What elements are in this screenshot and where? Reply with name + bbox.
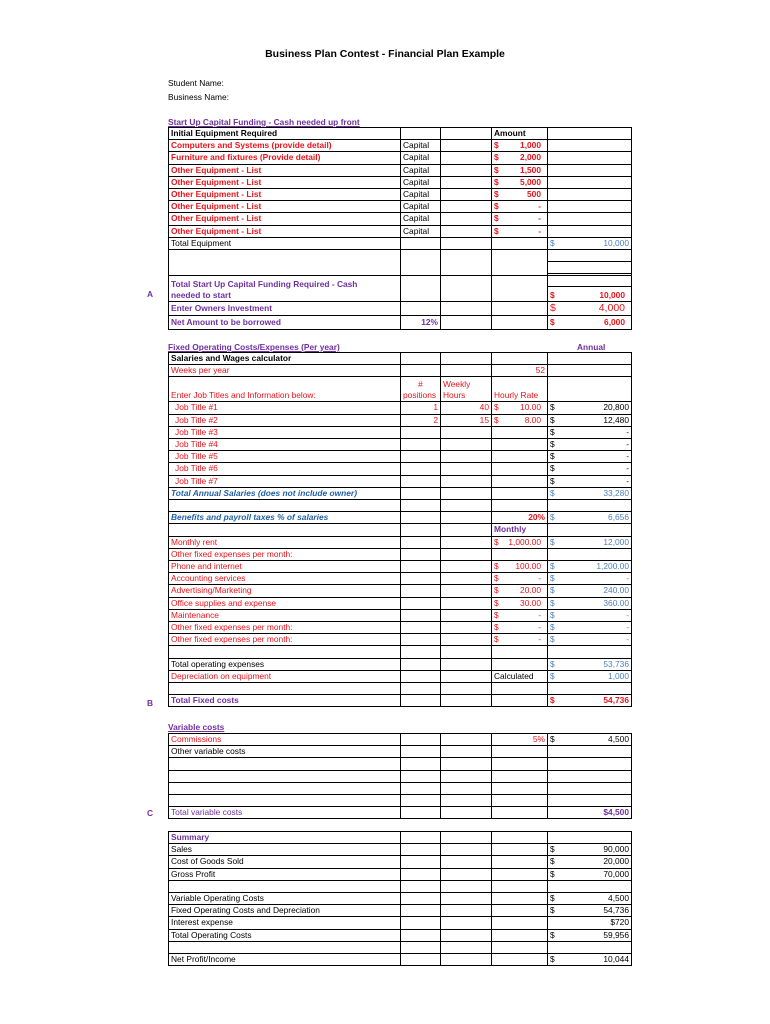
owners-investment-value[interactable]: 4,000 [598,301,625,314]
total-variable-value: $4,500 [548,807,632,819]
expense-annual-dollar: $ [550,634,555,645]
expense-annual [548,609,632,621]
summary-label: Variable Operating Costs [169,893,401,905]
job-row [169,463,632,475]
page-title: Business Plan Contest - Financial Plan Example [265,48,505,60]
equipment-row [169,140,632,152]
equipment-amount-dollar: $ [494,140,499,151]
job-positions[interactable] [401,451,441,463]
job-row [169,414,632,426]
total-variable-label: Total variable costs [169,807,401,819]
job-annual-value: 12,480 [603,414,629,425]
fixed-heading: Fixed Operating Costs/Expenses (Per year) [168,342,340,352]
expense-annual [548,634,632,646]
amount-header: Amount [492,128,548,140]
hours-header-1: Weekly [443,379,471,390]
equipment-amount [492,189,548,201]
equipment-row [169,201,632,213]
expense-label: Other fixed expenses per month: [169,622,401,634]
expense-row [169,634,632,646]
expense-annual [548,536,632,548]
total-fixed-dollar: $ [550,695,555,706]
positions-header-2: positions [403,390,437,401]
expense-row [169,622,632,634]
equipment-label: Computers and Systems (provide detail) [169,140,401,152]
equipment-row [169,189,632,201]
rate-header: Hourly Rate [492,377,548,402]
summary-dollar: $ [550,905,555,916]
expense-monthly-value[interactable]: 30.00 [520,597,541,608]
equipment-type: Capital [401,189,441,201]
job-hours[interactable] [441,463,492,475]
expense-monthly [492,609,548,621]
expense-row [169,561,632,573]
startup-totals-table [168,275,632,330]
job-annual-dollar: $ [550,439,555,450]
summary-value [548,868,632,880]
expense-annual [548,597,632,609]
job-rate [492,402,548,414]
student-name-label: Student Name: [168,78,224,88]
expense-annual [548,561,632,573]
expense-monthly-value[interactable]: - [538,609,541,620]
net-borrowed-value: 6,000 [604,316,625,327]
total-equipment-value: 10,000 [603,237,629,248]
equipment-row [169,152,632,164]
equipment-type: Capital [401,201,441,213]
expense-annual-dollar: $ [550,561,555,572]
job-title[interactable]: Job Title #5 [169,451,401,463]
summary-dollar: $ [550,868,555,879]
job-annual-value: - [626,475,629,486]
equipment-amount-dollar: $ [494,152,499,163]
expense-annual-dollar: $ [550,585,555,596]
expense-monthly [492,573,548,585]
equipment-amount [492,201,548,213]
job-positions[interactable]: 1 [401,402,441,414]
depreciation-calc: Calculated [492,670,548,682]
equipment-label: Other Equipment - List [169,225,401,237]
job-title[interactable]: Job Title #3 [169,426,401,438]
summary-row [169,917,632,929]
net-borrowed-label: Net Amount to be borrowed [169,316,401,330]
equipment-amount-value[interactable]: 1,500 [520,164,541,175]
summary-label: Interest expense [169,917,401,929]
monthly-header: Monthly [492,524,548,536]
expense-monthly-dollar: $ [494,585,499,596]
job-annual [548,439,632,451]
summary-row [169,868,632,880]
variable-heading: Variable costs [168,722,225,732]
job-rate [492,451,548,463]
job-rate-dollar: $ [494,414,499,425]
commissions-pct[interactable]: 5% [492,734,548,746]
expense-label: Other fixed expenses per month: [169,634,401,646]
equipment-amount-dollar: $ [494,176,499,187]
expense-monthly-value[interactable]: 20.00 [520,585,541,596]
job-title[interactable]: Job Title #2 [169,414,401,426]
expense-annual-value: 360.00 [603,597,629,608]
summary-label: Cost of Goods Sold [169,856,401,868]
expense-monthly [492,634,548,646]
equipment-col-header: Initial Equipment Required [169,128,401,140]
job-annual [548,475,632,487]
summary-row [169,893,632,905]
job-title[interactable]: Job Title #1 [169,402,401,414]
equipment-amount-dollar: $ [494,189,499,200]
total-salaries-value: 33,280 [603,487,629,498]
expense-monthly-value[interactable]: 100.00 [515,561,541,572]
expense-row [169,585,632,597]
total-required-value: 10,000 [599,289,625,300]
expense-annual [548,585,632,597]
total-operating-value: 53,736 [603,658,629,669]
summary-amount: 54,736 [603,905,629,916]
summary-dollar: $ [550,856,555,867]
positions-header-1: # [418,379,423,390]
equipment-amount-dollar: $ [494,225,499,236]
summary-amount: 59,956 [603,929,629,940]
job-annual-dollar: $ [550,426,555,437]
expense-label: Phone and internet [169,561,401,573]
expense-label: Maintenance [169,609,401,621]
net-profit-value: 10,044 [603,954,629,964]
expense-monthly-dollar: $ [494,597,499,608]
job-annual-dollar: $ [550,402,555,413]
expense-annual-value: - [626,609,629,620]
equipment-label: Other Equipment - List [169,201,401,213]
expense-annual-value: 240.00 [603,585,629,596]
equipment-amount [492,225,548,237]
job-rate [492,475,548,487]
job-rate [492,439,548,451]
equipment-amount [492,164,548,176]
summary-dollar: $ [550,844,555,855]
expense-annual-value: 1,200.00 [596,561,629,572]
job-rate-dollar: $ [494,402,499,413]
expense-monthly-value[interactable]: - [538,634,541,645]
equipment-amount-dollar: $ [494,201,499,212]
job-rate-value[interactable]: 8.00 [524,414,541,425]
depreciation-dollar: $ [550,670,555,681]
startup-table [168,127,632,287]
summary-value [548,856,632,868]
equipment-amount-value[interactable]: 2,000 [520,152,541,163]
expense-monthly-value[interactable]: - [538,573,541,584]
variable-table [168,733,632,819]
summary-amount: 4,500 [608,893,629,903]
expense-annual-dollar: $ [550,622,555,633]
equipment-type: Capital [401,176,441,188]
total-required-label-2: needed to start [171,290,232,300]
equipment-amount-value[interactable]: - [538,201,541,212]
equipment-row [169,164,632,176]
summary-label: Fixed Operating Costs and Depreciation [169,905,401,917]
job-rate-value[interactable]: 10.00 [520,402,541,413]
job-row [169,439,632,451]
job-hours[interactable]: 15 [441,414,492,426]
equipment-amount-value[interactable]: - [538,213,541,224]
job-rate [492,414,548,426]
owners-investment-label: Enter Owners Investment [169,302,401,316]
summary-label: Total Operating Costs [169,929,401,941]
job-positions[interactable]: 2 [401,414,441,426]
expense-monthly [492,548,548,560]
job-annual-value: - [626,463,629,474]
expense-monthly-value[interactable]: - [538,622,541,633]
job-annual [548,402,632,414]
expense-annual-value: - [626,622,629,633]
hours-header-2: Hours [443,390,466,401]
equipment-label: Other Equipment - List [169,213,401,225]
expense-monthly-dollar: $ [494,573,499,584]
benefits-value: 6,656 [608,512,629,523]
equipment-amount-value[interactable]: 1,000 [520,140,541,151]
job-annual-value: - [626,439,629,450]
summary-value [548,917,632,929]
owners-dollar: $ [550,301,556,314]
depreciation-label: Depreciation on equipment [169,670,401,682]
job-annual [548,463,632,475]
expense-monthly-dollar: $ [494,622,499,633]
job-annual [548,451,632,463]
equipment-amount [492,152,548,164]
total-fixed-label: Total Fixed costs [169,695,401,707]
job-hours[interactable] [441,475,492,487]
fixed-table [168,352,632,707]
job-row [169,402,632,414]
total-operating-dollar: $ [550,658,555,669]
summary-value [548,929,632,941]
job-annual-dollar: $ [550,463,555,474]
expense-label: Monthly rent [169,536,401,548]
job-hours[interactable] [441,439,492,451]
weeks-value[interactable]: 52 [492,365,548,377]
job-annual-dollar: $ [550,451,555,462]
expense-monthly [492,622,548,634]
business-name-label: Business Name: [168,92,229,102]
equipment-type: Capital [401,225,441,237]
equipment-type: Capital [401,140,441,152]
job-positions[interactable] [401,439,441,451]
benefits-label: Benefits and payroll taxes % of salaries [169,512,401,524]
commissions-label: Commissions [169,734,401,746]
job-hours[interactable] [441,426,492,438]
summary-value [548,844,632,856]
summary-value [548,893,632,905]
expense-monthly [492,597,548,609]
expense-annual [548,573,632,585]
marker-b: B [147,698,154,708]
job-row [169,475,632,487]
equipment-row [169,176,632,188]
equipment-amount-value[interactable]: 5,000 [520,176,541,187]
annual-header: Annual [577,342,606,352]
equipment-row [169,213,632,225]
summary-dollar: $ [550,929,555,940]
expense-monthly-value[interactable]: 1,000.00 [508,536,541,547]
salaries-header: Salaries and Wages calculator [169,353,401,365]
expense-row [169,597,632,609]
total-required-label-1: Total Start Up Capital Funding Required - Cash [171,279,358,289]
equipment-amount [492,176,548,188]
summary-amount: 90,000 [603,844,629,855]
expense-annual-dollar: $ [550,609,555,620]
summary-row [169,905,632,917]
expense-monthly [492,561,548,573]
summary-label: Sales [169,844,401,856]
total-salaries-dollar: $ [550,487,555,498]
equipment-amount-value[interactable]: - [538,225,541,236]
enter-titles-label: Enter Job Titles and Information below: [169,377,401,402]
equipment-amount [492,140,548,152]
expense-monthly [492,536,548,548]
expense-label: Accounting services [169,573,401,585]
benefits-dollar: $ [550,512,555,523]
expense-row [169,536,632,548]
expense-row [169,548,632,560]
job-title[interactable]: Job Title #6 [169,463,401,475]
equipment-amount [492,213,548,225]
expense-annual-value: - [626,634,629,645]
total-equipment-label: Total Equipment [169,237,401,249]
job-annual [548,414,632,426]
job-positions[interactable] [401,475,441,487]
equipment-row [169,225,632,237]
equipment-type: Capital [401,152,441,164]
equipment-amount-dollar: $ [494,164,499,175]
net-rate: 12% [401,316,441,330]
job-annual-dollar: $ [550,475,555,486]
job-positions[interactable] [401,463,441,475]
job-row [169,451,632,463]
job-positions[interactable] [401,426,441,438]
expense-annual [548,622,632,634]
summary-dollar: $ [550,893,555,903]
job-hours[interactable] [441,451,492,463]
summary-label: Gross Profit [169,868,401,880]
expense-row [169,573,632,585]
expense-monthly-dollar: $ [494,536,499,547]
expense-row [169,609,632,621]
equipment-label: Other Equipment - List [169,176,401,188]
job-annual-dollar: $ [550,414,555,425]
total-salaries-label: Total Annual Salaries (does not include owner) [169,487,401,499]
summary-table [168,831,632,966]
expense-monthly-dollar: $ [494,609,499,620]
marker-c: C [147,808,154,818]
summary-amount: 70,000 [603,868,629,879]
summary-row [169,856,632,868]
job-rate [492,463,548,475]
expense-label: Office supplies and expense [169,597,401,609]
expense-label: Advertising/Marketing [169,585,401,597]
equipment-amount-value[interactable]: 500 [527,189,541,200]
summary-row [169,844,632,856]
job-rate [492,426,548,438]
expense-annual-dollar: $ [550,573,555,584]
summary-heading: Summary [169,832,401,844]
benefits-pct[interactable]: 20% [492,512,548,524]
marker-a: A [147,289,154,299]
summary-amount: $720 [610,917,629,928]
net-profit-dollar: $ [550,954,555,964]
expense-annual-value: 12,000 [603,536,629,547]
summary-value [548,905,632,917]
commissions-value: 4,500 [608,734,629,744]
depreciation-value: 1,000 [608,670,629,681]
net-profit-label: Net Profit/Income [169,954,401,966]
summary-row [169,929,632,941]
expense-monthly-dollar: $ [494,634,499,645]
job-annual-value: - [626,451,629,462]
total-operating-label: Total operating expenses [169,658,401,670]
equipment-label: Other Equipment - List [169,164,401,176]
equipment-label: Furniture and fixtures (Provide detail) [169,152,401,164]
equipment-type: Capital [401,164,441,176]
expense-label: Other fixed expenses per month: [169,548,401,560]
job-title[interactable]: Job Title #7 [169,475,401,487]
expense-annual-dollar: $ [550,597,555,608]
expense-annual [548,548,632,560]
commissions-dollar: $ [550,734,555,744]
net-dollar: $ [550,316,555,327]
equipment-type: Capital [401,213,441,225]
summary-amount: 20,000 [603,856,629,867]
job-hours[interactable]: 40 [441,402,492,414]
other-variable-label: Other variable costs [169,746,401,758]
job-annual-value: - [626,426,629,437]
total-required-dollar: $ [550,289,555,300]
total-equipment-dollar: $ [550,237,555,248]
job-row [169,426,632,438]
expense-monthly-dollar: $ [494,561,499,572]
job-title[interactable]: Job Title #4 [169,439,401,451]
expense-annual-value: - [626,573,629,584]
equipment-amount-dollar: $ [494,213,499,224]
job-annual [548,426,632,438]
weeks-label: Weeks per year [169,365,401,377]
expense-annual-dollar: $ [550,536,555,547]
equipment-label: Other Equipment - List [169,189,401,201]
startup-heading: Start Up Capital Funding - Cash needed up front [168,117,360,127]
total-fixed-value: 54,736 [603,695,629,706]
job-annual-value: 20,800 [603,402,629,413]
expense-monthly [492,585,548,597]
